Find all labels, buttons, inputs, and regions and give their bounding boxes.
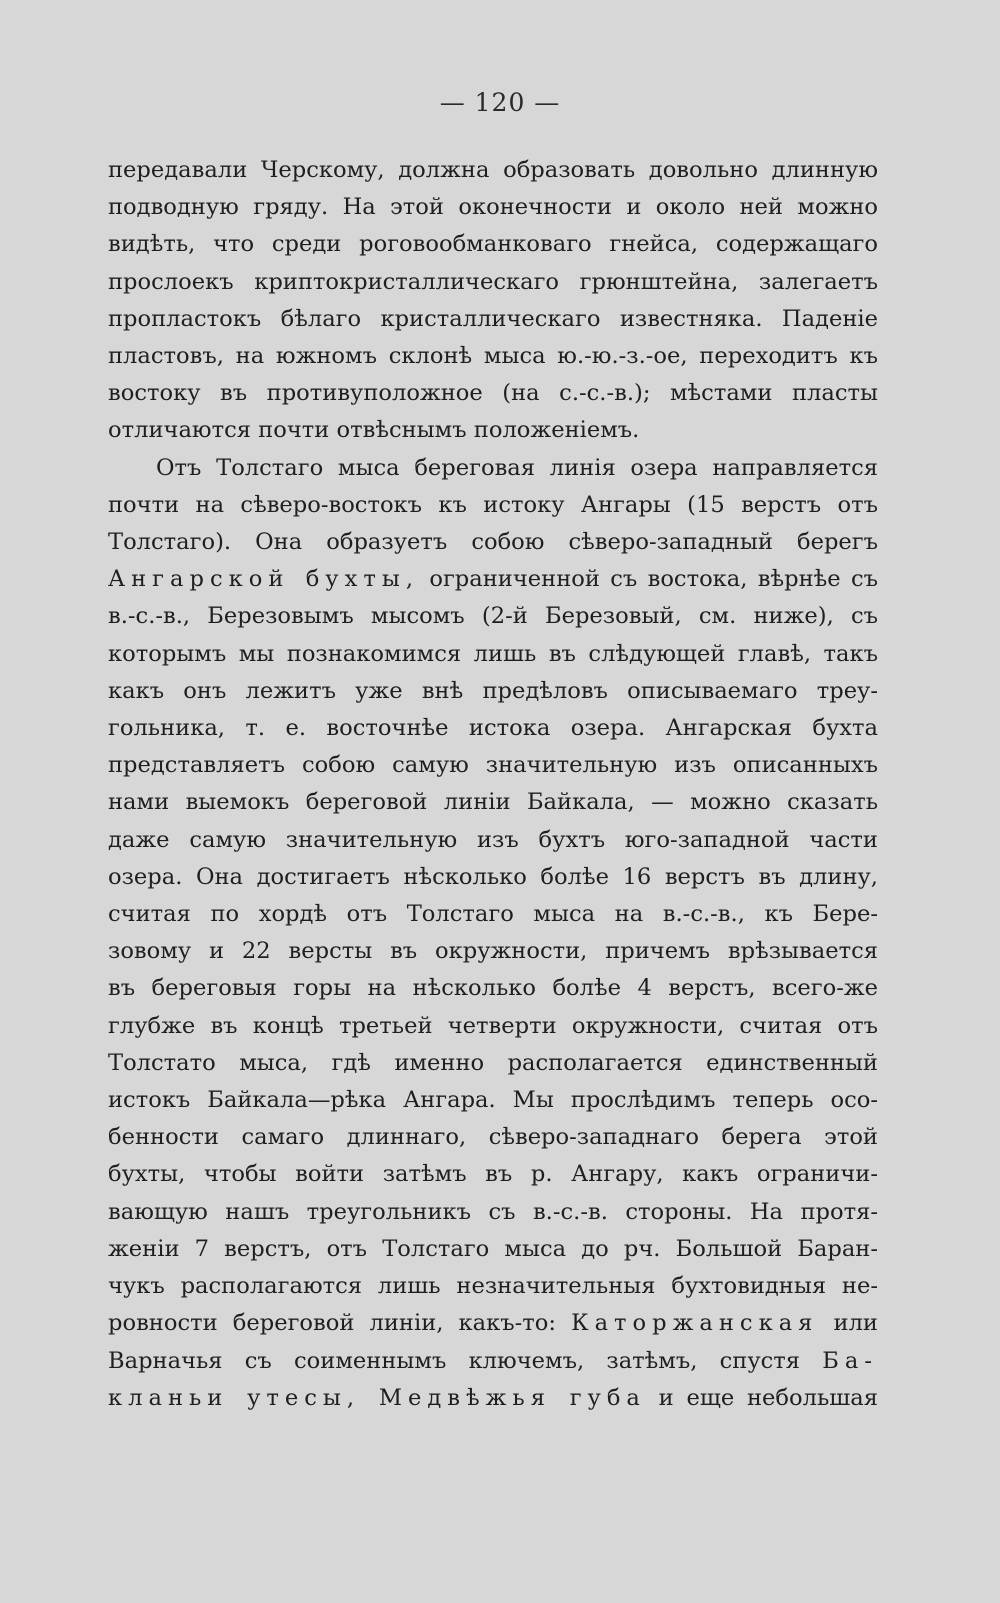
text-line: подводную гряду. На этой оконечности и около ней можно — [108, 194, 878, 221]
text-line: гольника, т. е. восточнѣе истока озера. Ангарская бухта — [108, 715, 878, 742]
text-line: считая по хордѣ отъ Толстаго мыса на в.-с.-в., къ Бере- — [108, 901, 878, 928]
text-line: Отъ Толстаго мыса береговая линія озера направляется — [156, 454, 878, 481]
text-line: чукъ располагаются лишь незначительныя бухтовидныя не- — [108, 1273, 878, 1300]
text-fragment: или — [818, 1310, 878, 1337]
text-line: истокъ Байкала—рѣка Ангара. Мы прослѣдимъ теперь осо- — [108, 1087, 878, 1114]
text-fragment: и еще небольшая — [645, 1384, 878, 1411]
text-line: нами выемокъ береговой линіи Байкала, — можно сказать — [108, 789, 878, 816]
text-line: какъ онъ лежитъ уже внѣ предѣловъ описываемаго треу- — [108, 677, 878, 704]
text-line: глубже въ концѣ третьей четверти окружности, считая отъ — [108, 1012, 878, 1039]
text-line: представляетъ собою самую значительную изъ описанныхъ — [108, 752, 878, 779]
text-line: пластовъ, на южномъ склонѣ мыса ю.-ю.-з.-ое, переходитъ къ — [108, 343, 878, 370]
spaced-term: кланьи утесы, Медвѣжья губа — [108, 1384, 646, 1411]
text-line: въ береговыя горы на нѣсколько болѣе 4 верстъ, всего-же — [108, 975, 878, 1002]
text-line: востоку въ противуположное (на с.-с.-в.); мѣстами пласты — [108, 380, 878, 407]
text-line: видѣть, что среди роговообманковаго гнейса, содержащаго — [108, 231, 878, 258]
text-line: женіи 7 верстъ, отъ Толстаго мыса до рч. Большой Баран- — [108, 1235, 878, 1262]
text-line: Толстаго). Она образуетъ собою сѣверо-западный берегъ — [108, 529, 878, 556]
text-line: в.-с.-в., Березовымъ мысомъ (2-й Березовый, см. ниже), съ — [108, 603, 878, 630]
text-line: пропластокъ бѣлаго кристаллическаго известняка. Паденіе — [108, 305, 878, 332]
text-line: передавали Черскому, должна образовать довольно длинную — [108, 157, 878, 183]
text-line — [108, 1343, 878, 1380]
body-text — [108, 152, 878, 1417]
text-line — [108, 1305, 878, 1342]
text-line: отличаются почти отвѣснымъ положеніемъ. — [108, 417, 640, 444]
spaced-term: Каторжанская — [571, 1310, 819, 1337]
text-line: которымъ мы познакомимся лишь въ слѣдующей главѣ, такъ — [108, 640, 878, 667]
text-line: даже самую значительную изъ бухтъ юго-западной части — [108, 826, 878, 853]
paragraph-1 — [108, 152, 878, 450]
text-line: зовому и 22 версты въ окружности, причемъ врѣзывается — [108, 938, 878, 965]
text-line: озера. Она достигаетъ нѣсколько болѣе 16 верстъ въ длину, — [108, 863, 878, 890]
text-line — [108, 1380, 878, 1417]
paragraph-2 — [108, 450, 878, 1417]
text-fragment: ограниченной съ востока, вѣрнѣе съ — [419, 566, 878, 593]
text-line: вающую нашъ треугольникъ съ в.-с.-в. стороны. На протя- — [108, 1198, 878, 1225]
page-number: — 120 — — [439, 88, 561, 117]
text-line: прослоекъ криптокристаллическаго грюнштейна, залегаетъ — [108, 268, 878, 295]
text-fragment: Варначья съ соименнымъ ключемъ, затѣмъ, спустя — [108, 1347, 823, 1374]
text-line — [108, 561, 878, 598]
text-line: бенности самаго длиннаго, сѣверо-западнаго берега этой — [108, 1124, 878, 1151]
text-line: бухты, чтобы войти затѣмъ въ р. Ангару, какъ ограничи- — [108, 1161, 878, 1188]
spaced-term: Ба- — [822, 1347, 878, 1374]
text-fragment: ровности береговой линіи, какъ-то: — [108, 1310, 572, 1337]
spaced-term: Ангарской бухты, — [108, 566, 420, 593]
text-line: почти на сѣверо-востокъ къ истоку Ангары (15 верстъ отъ — [108, 491, 878, 518]
text-line: Толстато мыса, гдѣ именно располагается единственный — [108, 1049, 878, 1076]
